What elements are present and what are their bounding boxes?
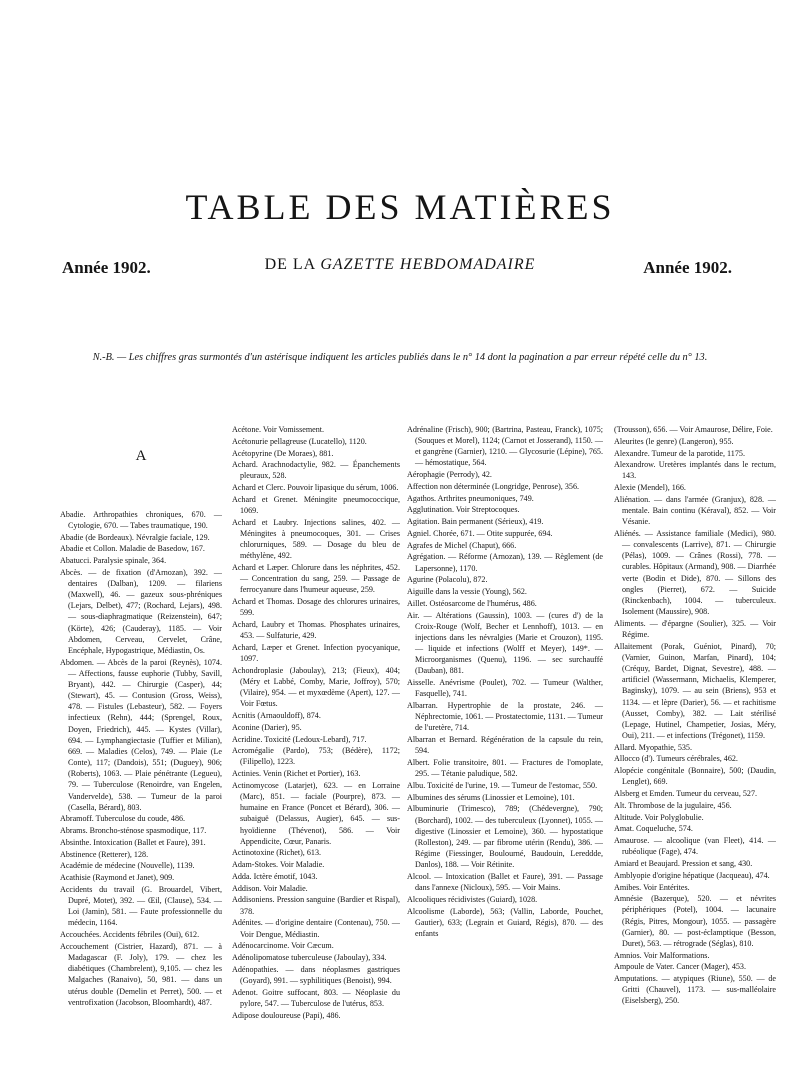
index-entry: Achard et Clerc. Pouvoir lipasique du sérum, 1006. [232, 483, 399, 493]
index-entry: Achard, Laubry et Thomas. Phosphates urinaires, 453. — Sulfaturie, 429. [232, 620, 400, 641]
index-entry: Adam-Stokes. Voir Maladie. [232, 860, 325, 870]
index-entry: Acromégalie (Pardo), 753; (Bédère), 1172; (Filipello), 1223. [232, 746, 400, 767]
index-entry: Acnitis (Arnaouldoff), 874. [232, 711, 321, 721]
index-entry: Achard et Grenet. Méningite pneumococcique, 1069. [232, 494, 400, 516]
index-column-2 [232, 424, 400, 1076]
index-entry: Ampoule de Vater. Cancer (Mager), 453. [614, 962, 747, 972]
index-entry: Amibes. Voir Entérites. [614, 882, 690, 892]
index-entry: Amnios. Voir Malformations. [614, 950, 710, 960]
index-entry: Achondroplasie (Jaboulay), 213; (Fieux), 404; (Méry et Labbé, Comby, Marie, Joffroy), 570; (Vilaire), 954. — et myxœdème (Apert), 127. — Voir Fœtus. [232, 665, 400, 709]
index-entry: Achard et Læper. Chlorure dans les néphrites, 452. — Concentration du sang, 259. — Passage de ferrocyanure dans l'humeur aqueuse, 259. [232, 563, 400, 595]
index-entry: Albert. Folie transitoire, 801. — Fractures de l'omoplate, 295. — Tétanie paludique, 582. [407, 758, 603, 779]
index-entry: Agitation. Bain permanent (Sérieux), 419. [407, 517, 544, 527]
index-entry: Abrams. Broncho-sténose spasmodique, 117. [60, 826, 207, 836]
section-letter: A [135, 448, 147, 464]
index-entry: Abramoff. Tuberculose du coude, 486. [60, 814, 186, 824]
index-entry: Amiard et Beaujard. Pression et sang, 430. [614, 859, 753, 869]
index-entry: Amaurose. — alcoolique (van Fleet), 414. — rubéolique (Fage), 474. [614, 836, 776, 857]
index-entry: Achard et Thomas. Dosage des chlorures urinaires, 599. [232, 597, 400, 618]
index-entry: Abstinence (Retterer), 128. [60, 849, 149, 859]
errata-note: N.-B. — Les chiffres gras surmontés d'un astérisque indiquent les articles publiés dans le n° 14 dont la pagination a par erreur répété celle du n° 13. [92, 352, 708, 363]
index-entry: Addisoniens. Pression sanguine (Bardier et Rispal), 378. [232, 895, 400, 916]
index-entry: Acathisie (Raymond et Janet), 909. [60, 873, 175, 883]
page-title: TABLE DES MATIÈRES [185, 187, 615, 227]
index-entry: Abcès. — de fixation (d'Arnozan), 392. — dentaires (Dalban), 1209. — filariens (Maxwell), 46. — gazeux sous-phréniques (Lejars, Delbet), 477; (Rochard, Lejars), 498. — sous-diaphragmatique (Reizenstein), 647; (Körte), 426; (Cauderay), 1185. — Voir Abdomen, Cerveau, Cervelet, Crâne, Encéphale, Hypogastrique, Médiastin, Os. [60, 567, 222, 655]
index-entry: Alopécie congénitale (Bonnaire), 500; (Daudin, Lenglet), 669. [614, 766, 776, 787]
index-entry: Actinotoxine (Richet), 613. [232, 848, 322, 858]
index-entry: Albuminurie (Trimesco), 789; (Chédevergne), 790; (Borchard), 1002. — des tuberculeux (Lyonnet), 1055. — digestive (Linossier et Lemoine), 360. — hypostatique (Rolleston), 249. — par fibrome utérin (Rendu), 386. — Régime (Fiessinger, Boulourné, Baudouin, Lereddde, Danlos), 188. — Voir Rétinite. [407, 804, 603, 870]
index-entry: Allard. Myopathie, 535. [614, 742, 693, 752]
index-entry: Amnésie (Bazerque), 520. — et névrites périphériques (Potel), 1004. — lacunaire (Régis, Pitres, Mongour), 1055. — passagère (Garnier), 80. — post-éclamptique (Besson, Duret), 563. — rétrograde (Séglas), 810. [614, 894, 776, 948]
index-entry: Acridine. Toxicité (Ledoux-Lebard), 717. [232, 734, 367, 744]
index-entry: Absinthe. Intoxication (Ballet et Faure), 391. [60, 837, 206, 847]
subtitle-prefix: DE LA [264, 256, 321, 273]
index-entry: Air. — Altérations (Gaussin), 1003. — (cures d') de la Croix-Rouge (Wolf, Becher et Lennhoff), 1013. — en injections dans les névralgies (Marie et Crouzon), 1195. — liquide et infections (Wolff et Meyer), 149*. — Microorganismes (Quenu), 1196. — sec surchauffé (Dauban), 881. [407, 610, 603, 676]
index-entry: Amblyopie d'origine hépatique (Jacqueau), 474. [614, 870, 770, 880]
index-entry: Acétopyrine (De Moraes), 881. [232, 448, 334, 458]
index-entry: Achard et Laubry. Injections salines, 402. — Méningites à pneumocoques, 301. — Crises chlorurniques, 589. — Dosage du bleu de méthylène, 492. [232, 517, 400, 561]
index-entry: Albarran et Bernard. Régénération de la capsule du rein, 594. [407, 735, 603, 756]
index-entry: Adénopathies. — dans néoplasmes gastriques (Goyard), 991. — syphilitiques (Benoist), 994. [232, 964, 400, 985]
index-entry: Alexandre. Tumeur de la parotide, 1175. [614, 448, 745, 458]
index-entry: Aisselle. Anévrisme (Poulet), 702. — Tumeur (Walther, Fasquelle), 741. [407, 678, 603, 699]
index-column-1 [60, 424, 222, 1076]
index-entry: Agurine (Polacolu), 872. [407, 575, 488, 585]
index-entry: Albumines des sérums (Linossier et Lemoine), 101. [407, 792, 575, 802]
index-entry: Aiguille dans la vessie (Young), 562. [407, 587, 527, 597]
index-entry: Aliénation. — dans l'armée (Granjux), 828. — mentale. Bain continu (Kéraval), 852. — Voir Vésanie. [614, 494, 776, 527]
index-entry: Allocco (d'). Tumeurs cérébrales, 462. [614, 754, 738, 764]
index-entry: Altitude. Voir Polyglobulie. [614, 812, 704, 822]
index-entry: Albu. Toxicité de l'urine, 19. — Tumeur de l'estomac, 550. [407, 780, 598, 790]
index-entry: Abdomen. — Abcès de la paroi (Reynès), 1074. — Affections, fausse euphorie (Tubby, Savill, Bryant), 442. — Chirurgie (Casper), 44; (Stewart), 45. — Contusion (Gross, Weiss), 478. — Fistules (Lebasteur), 582. — Foyers infectieux (Rehn), 444; (Sprengel, Roux, Doyen, Friedrich), 445. — Kystes (Villar), 694. — Lymphangiectasie (Tuffier et Milian), 669. — Maladies (Celos), 749. — Plaie (Le Conte), 117; (Dandois), 551; (Duguey), 906; (Roberts), 1063. — Plaie pénétrante (Legueu), 79. — Tuberculose (Renoirdre, van Engelen, Vandervelde), 538. — Tumeur de la paroi (Casella, Bérard), 803. [60, 657, 222, 812]
index-entry: Agathos. Arthrites pneumoniques, 749. [407, 493, 534, 503]
index-entry: Aérophagie (Perrody), 42. [407, 470, 492, 480]
index-column-3 [407, 424, 603, 1076]
index-entry: Abadie (de Bordeaux). Névralgie faciale, 129. [60, 532, 210, 542]
index-entry: Académie de médecine (Nouvelle), 1139. [60, 861, 195, 871]
index-entry: Adénocarcinome. Voir Cæcum. [232, 941, 334, 951]
index-entry: Accouchement (Cistrier, Hazard), 871. — à Madagascar (F. Joly), 179. — chez les diabétiques (Chambrelent), 9,105. — chez les Malgaches (Ranaivo), 50, 981. — dans un utérus double (Demelin et Perret), 500. — et ventrofixation (Jacobson, Bloomhardt), 487. [60, 941, 222, 1007]
index-entry: Agrafes de Michel (Chaput), 666. [407, 540, 517, 550]
index-entry: Abatucci. Paralysie spinale, 364. [60, 556, 167, 566]
index-column-4 [614, 424, 776, 1076]
index-entry: Accouchées. Accidents fébriles (Oui), 612. [60, 930, 200, 940]
index-entry: Achard. Arachnodactylie, 982. — Épanchements pleuraux, 528. [232, 460, 400, 481]
year-left: Année 1902. [62, 258, 151, 277]
index-entry: Amputations. — atypiques (Riune), 550. — de Gritti (Chauvel), 1173. — sus-malléolaire (Eiselsberg), 250. [614, 974, 776, 1006]
index-entry: Adénites. — d'origine dentaire (Contenau), 750. — Voir Dengue, Médiastin. [232, 918, 400, 939]
index-entry: Adda. Ictère émotif, 1043. [232, 871, 318, 881]
index-entry: Agrégation. — Réforme (Arnozan), 139. — Règlement (de Lapersonne), 1170. [407, 552, 603, 573]
index-entry: Adrénaline (Frisch), 900; (Bartrina, Pasteau, Franck), 1075; (Souques et Morel), 1124; (Carnot et Josserand), 1150. — et gangrène (Garnier), 1210. — Glycosurie (Lépine), 765. — hémostatique, 564. [407, 425, 603, 468]
index-entry: Alcoolisme (Laborde), 563; (Vallin, Laborde, Pouchet, Gautier), 633; (Legrain et Guiard, Régis), 870. — des enfants [407, 906, 603, 938]
index-entry: Agglutination. Voir Streptocoques. [407, 505, 520, 515]
index-entry: Affection non déterminée (Longridge, Penrose), 356. [407, 481, 580, 491]
year-right: Année 1902. [643, 258, 732, 277]
index-entry: Adenot. Goitre suffocant, 803. — Néoplasie du pylore, 547. — Tuberculose de l'utérus, 853. [232, 987, 400, 1008]
index-entry: Accidents du travail (G. Brouardel, Vibert, Dupré, Motet), 392. — Œil, (Clause), 534. — Loi (Jamin), 581. — Faute professionnelle du médecin, 1164. [60, 884, 222, 928]
index-entry: Allaitement (Porak, Guéniot, Pinard), 70; (Varnier, Guinon, Marfan, Pinard), 104; (Créquy, Bardet, Dignat, Sevestre), 488. — artificiel (Wassermann, Michaelis, Klemperer, Baginsky), 1079. — au sein (Briens), 953 et 1134. — et lèpre (Darier), 56. — et rachitisme (Ausset, Comby), 382. — Lait stérilisé (Lepage, Hutinel, Champetier, Josias, Méry, Oui), 211. — et infections (Trégonet), 1159. [614, 641, 776, 740]
index-entry: Alexie (Mendel), 166. [614, 483, 686, 493]
index-entry: Adénolipomatose tuberculeuse (Jaboulay), 334. [232, 953, 387, 963]
index-entry: Aleurites (le genre) (Langeron), 955. [614, 436, 734, 446]
index-entry: Alexandrow. Uretères implantés dans le rectum, 143. [614, 460, 776, 481]
index-entry: Albarran. Hypertrophie de la prostate, 246. — Néphrectomie, 1061. — Prostatectomie, 1131. — Tumeur de l'uretère, 714. [407, 701, 603, 733]
index-entry: Amat. Coqueluche, 574. [614, 824, 693, 834]
index-entry: Alcooliques récidivistes (Guiard), 1028. [407, 894, 538, 904]
index-entry: Actinies. Venin (Richet et Portier), 163. [232, 769, 361, 779]
index-entry: Abadie. Arthropathies chroniques, 670. — Cytologie, 670. — Tabes traumatique, 190. [60, 509, 222, 530]
index-entry: Agniel. Chorée, 671. — Otite suppurée, 694. [407, 528, 553, 538]
subtitle-journal: GAZETTE HEBDOMADAIRE [320, 256, 536, 273]
index-entry: Adipose douloureuse (Papi), 486. [232, 1010, 341, 1020]
index-entry: Aconine (Darier), 95. [232, 722, 302, 732]
index-entry: (Trousson), 656. — Voir Amaurose, Délire, Foie. [614, 425, 773, 434]
index-entry: Aliments. — d'épargne (Soulier), 325. — Voir Régime. [614, 618, 776, 639]
index-entry: Alcool. — Intoxication (Ballet et Faure), 391. — Passage dans l'annexe (Nicloux), 595. — Voir Mains. [407, 871, 603, 893]
index-entry: Acétonurie pellagreuse (Lucatello), 1120. [232, 436, 367, 446]
index-entry: Abadie et Collon. Maladie de Basedow, 167. [60, 544, 205, 554]
index-entry: Achard, Læper et Grenet. Infection pyocyanique, 1097. [232, 642, 400, 664]
index-entry: Alsberg et Emden. Tumeur du cerveau, 527. [614, 789, 758, 799]
index-entry: Addison. Voir Maladie. [232, 883, 308, 893]
index-entry: Acétone. Voir Vomissement. [232, 425, 325, 434]
index-entry: Alt. Thrombose de la jugulaire, 456. [614, 800, 732, 810]
index-entry: Actinomycose (Latarjet), 623. — en Lorraine (Marc), 851. — faciale (Pourpre), 873. — humaine en France (Poncet et Bérard), 306. — subaiguë (Delassus, Augier), 645. — sus-hyoïdienne (Thévenot), 586. — Voir Appendicite, Cœur, Panaris. [232, 780, 400, 846]
index-entry: Aillet. Ostéosarcome de l'humérus, 486. [407, 598, 537, 608]
index-entry: Aliénés. — Assistance familiale (Medici), 980. — convalescents (Larrive), 871. — Chirurgie (Pélas), 1009. — Crânes (Rossi), 778. — curables. Hôpitaux (Armand), 908. — Diarrhée verte (Bodin et Dide), 870. — Sillons des ongles (Pierret), 672. — Suicide (Rinckenbach), 1004. — tuberculeux. Isolement (Maussire), 908. [614, 528, 776, 617]
